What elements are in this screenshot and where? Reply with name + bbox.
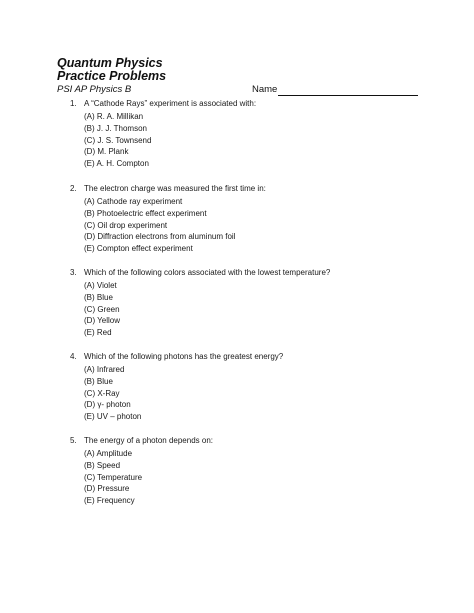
question-3 — [70, 267, 410, 339]
choice-d: (D) M. Plank — [84, 147, 129, 157]
question-text: The electron charge was measured the first time in: — [84, 184, 266, 193]
question-number: 5. — [70, 436, 77, 445]
choice-d: (D) γ- photon — [84, 400, 131, 410]
question-stem — [70, 267, 410, 278]
choice-c: (C) Oil drop experiment — [84, 220, 168, 230]
choice-c: (C) Temperature — [84, 472, 143, 482]
answer-choices — [84, 364, 410, 423]
question-number: 4. — [70, 352, 77, 361]
choice-c: (C) X-Ray — [84, 388, 120, 398]
question-text: The energy of a photon depends on: — [84, 436, 213, 445]
choice-b: (B) Blue — [84, 292, 113, 302]
choice-e: (E) Compton effect experiment — [84, 244, 193, 254]
question-5 — [70, 435, 410, 507]
answer-choices — [84, 196, 410, 255]
choice-a: (A) Infrared — [84, 365, 125, 374]
choice-a: (A) Violet — [84, 281, 117, 290]
name-label: Name — [252, 84, 278, 95]
question-number: 3. — [70, 268, 77, 277]
choice-b: (B) Photoelectric effect experiment — [84, 208, 207, 218]
title-line-2: Practice Problems — [57, 69, 167, 83]
choice-a: (A) Amplitude — [84, 449, 133, 458]
question-number: 1. — [70, 99, 77, 108]
question-text: A “Cathode Rays” experiment is associated with: — [84, 99, 257, 108]
choice-a: (A) Cathode ray experiment — [84, 197, 183, 206]
name-blank-line — [278, 85, 418, 96]
answer-choices — [84, 111, 410, 170]
choice-e: (E) A. H. Compton — [84, 159, 149, 169]
question-number: 2. — [70, 184, 77, 193]
question-4 — [70, 351, 410, 423]
choice-a: (A) R. A. Millikan — [84, 112, 144, 121]
question-text: Which of the following colors associated with the lowest temperature? — [84, 268, 331, 277]
choice-d: (D) Pressure — [84, 484, 130, 494]
question-stem — [70, 351, 410, 362]
document-header — [57, 57, 427, 98]
course-subtitle: PSI AP Physics B — [57, 84, 132, 95]
answer-choices — [84, 280, 410, 339]
title-line-1: Quantum Physics — [57, 56, 163, 70]
question-2 — [70, 183, 410, 255]
question-stem — [70, 435, 410, 446]
question-stem — [70, 98, 410, 109]
choice-b: (B) J. J. Thomson — [84, 123, 147, 133]
choice-b: (B) Blue — [84, 376, 113, 386]
question-text: Which of the following photons has the greatest energy? — [84, 352, 284, 361]
choice-c: (C) J. S. Townsend — [84, 135, 152, 145]
subtitle-row — [57, 84, 427, 98]
choice-d: (D) Diffraction electrons from aluminum foil — [84, 232, 236, 242]
choice-e: (E) Red — [84, 328, 112, 338]
answer-choices — [84, 448, 410, 507]
choice-b: (B) Speed — [84, 460, 121, 470]
choice-c: (C) Green — [84, 304, 120, 314]
question-1 — [70, 98, 410, 170]
question-stem — [70, 183, 410, 194]
choice-e: (E) Frequency — [84, 496, 135, 506]
choice-e: (E) UV – photon — [84, 412, 142, 422]
choice-d: (D) Yellow — [84, 316, 121, 326]
name-field — [252, 84, 418, 96]
